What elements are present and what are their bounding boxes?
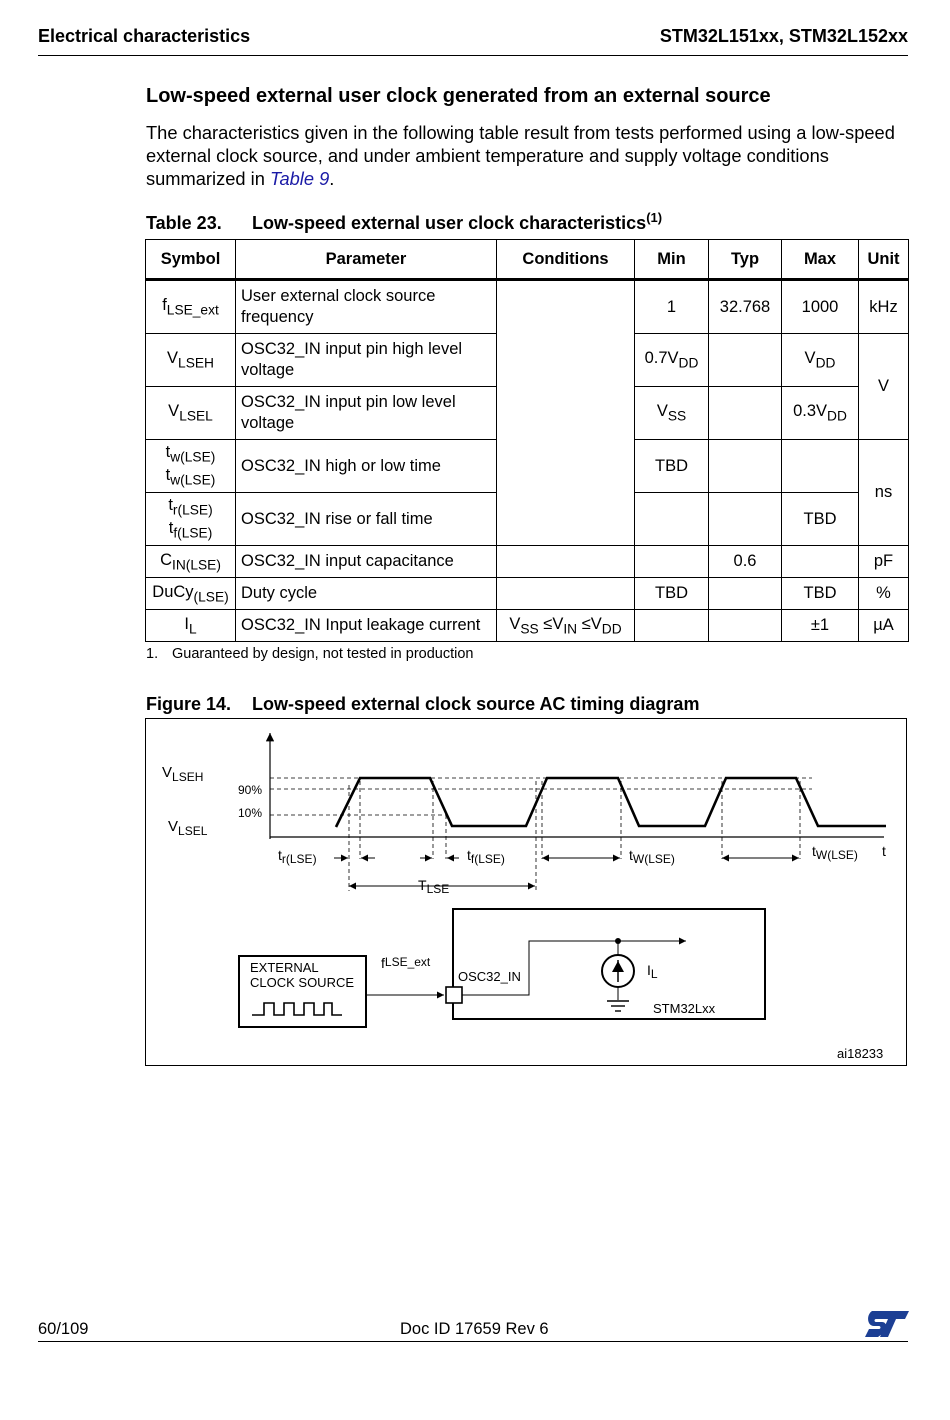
intro-text: The characteristics given in the following table result from tests performed using a low-speed external clock source, and under ambient temperature and supply voltage conditions summarized in xyxy=(146,122,895,189)
stm32-chip-box xyxy=(453,909,765,1019)
symbol-cell: $t_{w(LSE)}$ $t_{w(LSE)}$ xyxy=(146,440,236,493)
conditions-cell-empty xyxy=(497,280,635,546)
typ-cell: 32.768 xyxy=(709,280,782,334)
header-symbol: Symbol xyxy=(146,240,236,280)
label-10-percent: 10% xyxy=(238,806,263,820)
symbol-cell: $V_{LSEL}$ xyxy=(146,387,236,440)
min-cell: $V_{SS}$ xyxy=(635,387,709,440)
tw-label-1: tW(LSE) xyxy=(629,847,675,866)
ext-source-line2: CLOCK SOURCE xyxy=(250,975,355,990)
table-row xyxy=(146,578,909,610)
unit-cell: pF xyxy=(859,546,909,578)
header-typ: Typ xyxy=(709,240,782,280)
unit-cell: kHz xyxy=(859,280,909,334)
figure-caption xyxy=(146,694,699,715)
symbol-cell: $C_{IN(LSE)}$ xyxy=(146,546,236,578)
max-cell: TBD xyxy=(782,493,859,546)
symbol-cell: $f_{LSE\_ext}$ xyxy=(146,280,236,334)
min-cell: TBD xyxy=(635,440,709,493)
header-unit: Unit xyxy=(859,240,909,280)
table-9-link[interactable]: Table 9 xyxy=(269,168,330,189)
typ-cell: 0.6 xyxy=(709,546,782,578)
parameter-cell: OSC32_IN input pin low level voltage xyxy=(236,387,497,440)
square-wave-icon xyxy=(252,1003,342,1015)
parameter-cell: OSC32_IN high or low time xyxy=(236,440,497,493)
typ-cell xyxy=(709,578,782,610)
table-footnote xyxy=(146,646,473,662)
typ-cell xyxy=(709,334,782,387)
tlse-label: TLSE xyxy=(418,877,450,896)
page-number: 60/109 xyxy=(38,1320,89,1338)
header-section-name: Electrical characteristics xyxy=(38,26,251,46)
header-max: Max xyxy=(782,240,859,280)
osc32-in-label: OSC32_IN xyxy=(458,969,521,984)
unit-cell: % xyxy=(859,578,909,610)
figure-number: Figure 14. xyxy=(146,694,232,714)
conditions-cell xyxy=(497,546,635,578)
typ-cell xyxy=(709,493,782,546)
footnote-number: 1. xyxy=(146,646,159,662)
chip-label: STM32Lxx xyxy=(653,1001,716,1016)
table-row xyxy=(146,546,909,578)
header-rule xyxy=(38,55,908,56)
st-logo-icon xyxy=(864,1309,910,1339)
max-cell xyxy=(782,546,859,578)
intro-paragraph xyxy=(146,121,916,190)
min-cell: 1 xyxy=(635,280,709,334)
ext-source-line1: EXTERNAL xyxy=(250,960,319,975)
min-cell xyxy=(635,493,709,546)
figure-reference: ai18233 xyxy=(837,1046,884,1061)
parameter-cell: OSC32_IN Input leakage current xyxy=(236,610,497,642)
typ-cell xyxy=(709,387,782,440)
parameter-cell: OSC32_IN rise or fall time xyxy=(236,493,497,546)
il-label: IL xyxy=(647,962,658,981)
symbol-cell: $I_L$ xyxy=(146,610,236,642)
intro-end: . xyxy=(329,168,335,189)
symbol-cell: DuCy$_{(LSE)}$ xyxy=(146,578,236,610)
parameter-cell: OSC32_IN input pin high level voltage xyxy=(236,334,497,387)
max-cell: $V_{DD}$ xyxy=(782,334,859,387)
section-title: Low-speed external user clock generated from an external source xyxy=(146,85,771,107)
min-cell: $0.7V_{DD}$ xyxy=(635,334,709,387)
parameter-cell: User external clock source frequency xyxy=(236,280,497,334)
table-row xyxy=(146,280,909,334)
timing-arrows xyxy=(334,858,799,886)
max-cell: $0.3V_{DD}$ xyxy=(782,387,859,440)
unit-cell: µA xyxy=(859,610,909,642)
clock-waveform xyxy=(336,778,886,827)
time-axis-label: t xyxy=(882,843,886,859)
doc-id: Doc ID 17659 Rev 6 xyxy=(400,1320,549,1338)
figure-title: Low-speed external clock source AC timing diagram xyxy=(252,694,700,714)
parameter-cell: OSC32_IN input capacitance xyxy=(236,546,497,578)
typ-cell xyxy=(709,440,782,493)
max-cell xyxy=(782,440,859,493)
header-conditions: Conditions xyxy=(497,240,635,280)
clock-characteristics-table xyxy=(145,239,909,642)
symbol-cell: $V_{LSEH}$ xyxy=(146,334,236,387)
unit-cell: V xyxy=(859,334,909,440)
ground-icon xyxy=(607,1001,629,1011)
min-cell xyxy=(635,610,709,642)
table-number: Table 23. xyxy=(146,213,222,233)
unit-cell: ns xyxy=(859,440,909,546)
table-title: Low-speed external user clock characteristics xyxy=(252,213,647,233)
min-cell: TBD xyxy=(635,578,709,610)
max-cell: 1000 xyxy=(782,280,859,334)
label-90-percent: 90% xyxy=(238,783,263,797)
header-min: Min xyxy=(635,240,709,280)
conditions-cell: $V_{SS} \le V_{IN} \le V_{DD}$ xyxy=(497,610,635,642)
tw-label-2: tW(LSE) xyxy=(812,843,858,862)
parameter-cell: Duty cycle xyxy=(236,578,497,610)
vlsel-label: $V_{LSEL}$ xyxy=(168,818,208,838)
max-cell: TBD xyxy=(782,578,859,610)
timing-diagram-svg xyxy=(146,719,908,1067)
typ-cell xyxy=(709,610,782,642)
timing-diagram-figure xyxy=(145,718,907,1066)
header-parameter: Parameter xyxy=(236,240,497,280)
header-product-name: STM32L151xx, STM32L152xx xyxy=(659,26,908,46)
table-title-note: (1) xyxy=(646,210,663,225)
tf-label: tf(LSE) xyxy=(467,847,505,866)
max-cell: ±1 xyxy=(782,610,859,642)
symbol-cell: $t_{r(LSE)}$ $t_{f(LSE)}$ xyxy=(146,493,236,546)
min-cell xyxy=(635,546,709,578)
table-row xyxy=(146,610,909,642)
conditions-cell xyxy=(497,578,635,610)
table-caption xyxy=(146,210,662,234)
footer-rule xyxy=(38,1341,908,1342)
osc32-in-pin xyxy=(446,987,462,1003)
vlseh-label: $V_{LSEH}$ xyxy=(162,764,204,784)
footnote-text: Guaranteed by design, not tested in production xyxy=(172,646,474,662)
table-header-row xyxy=(146,240,909,280)
flse-label: fLSE_ext xyxy=(381,955,431,971)
tr-label: tr(LSE) xyxy=(278,847,317,866)
